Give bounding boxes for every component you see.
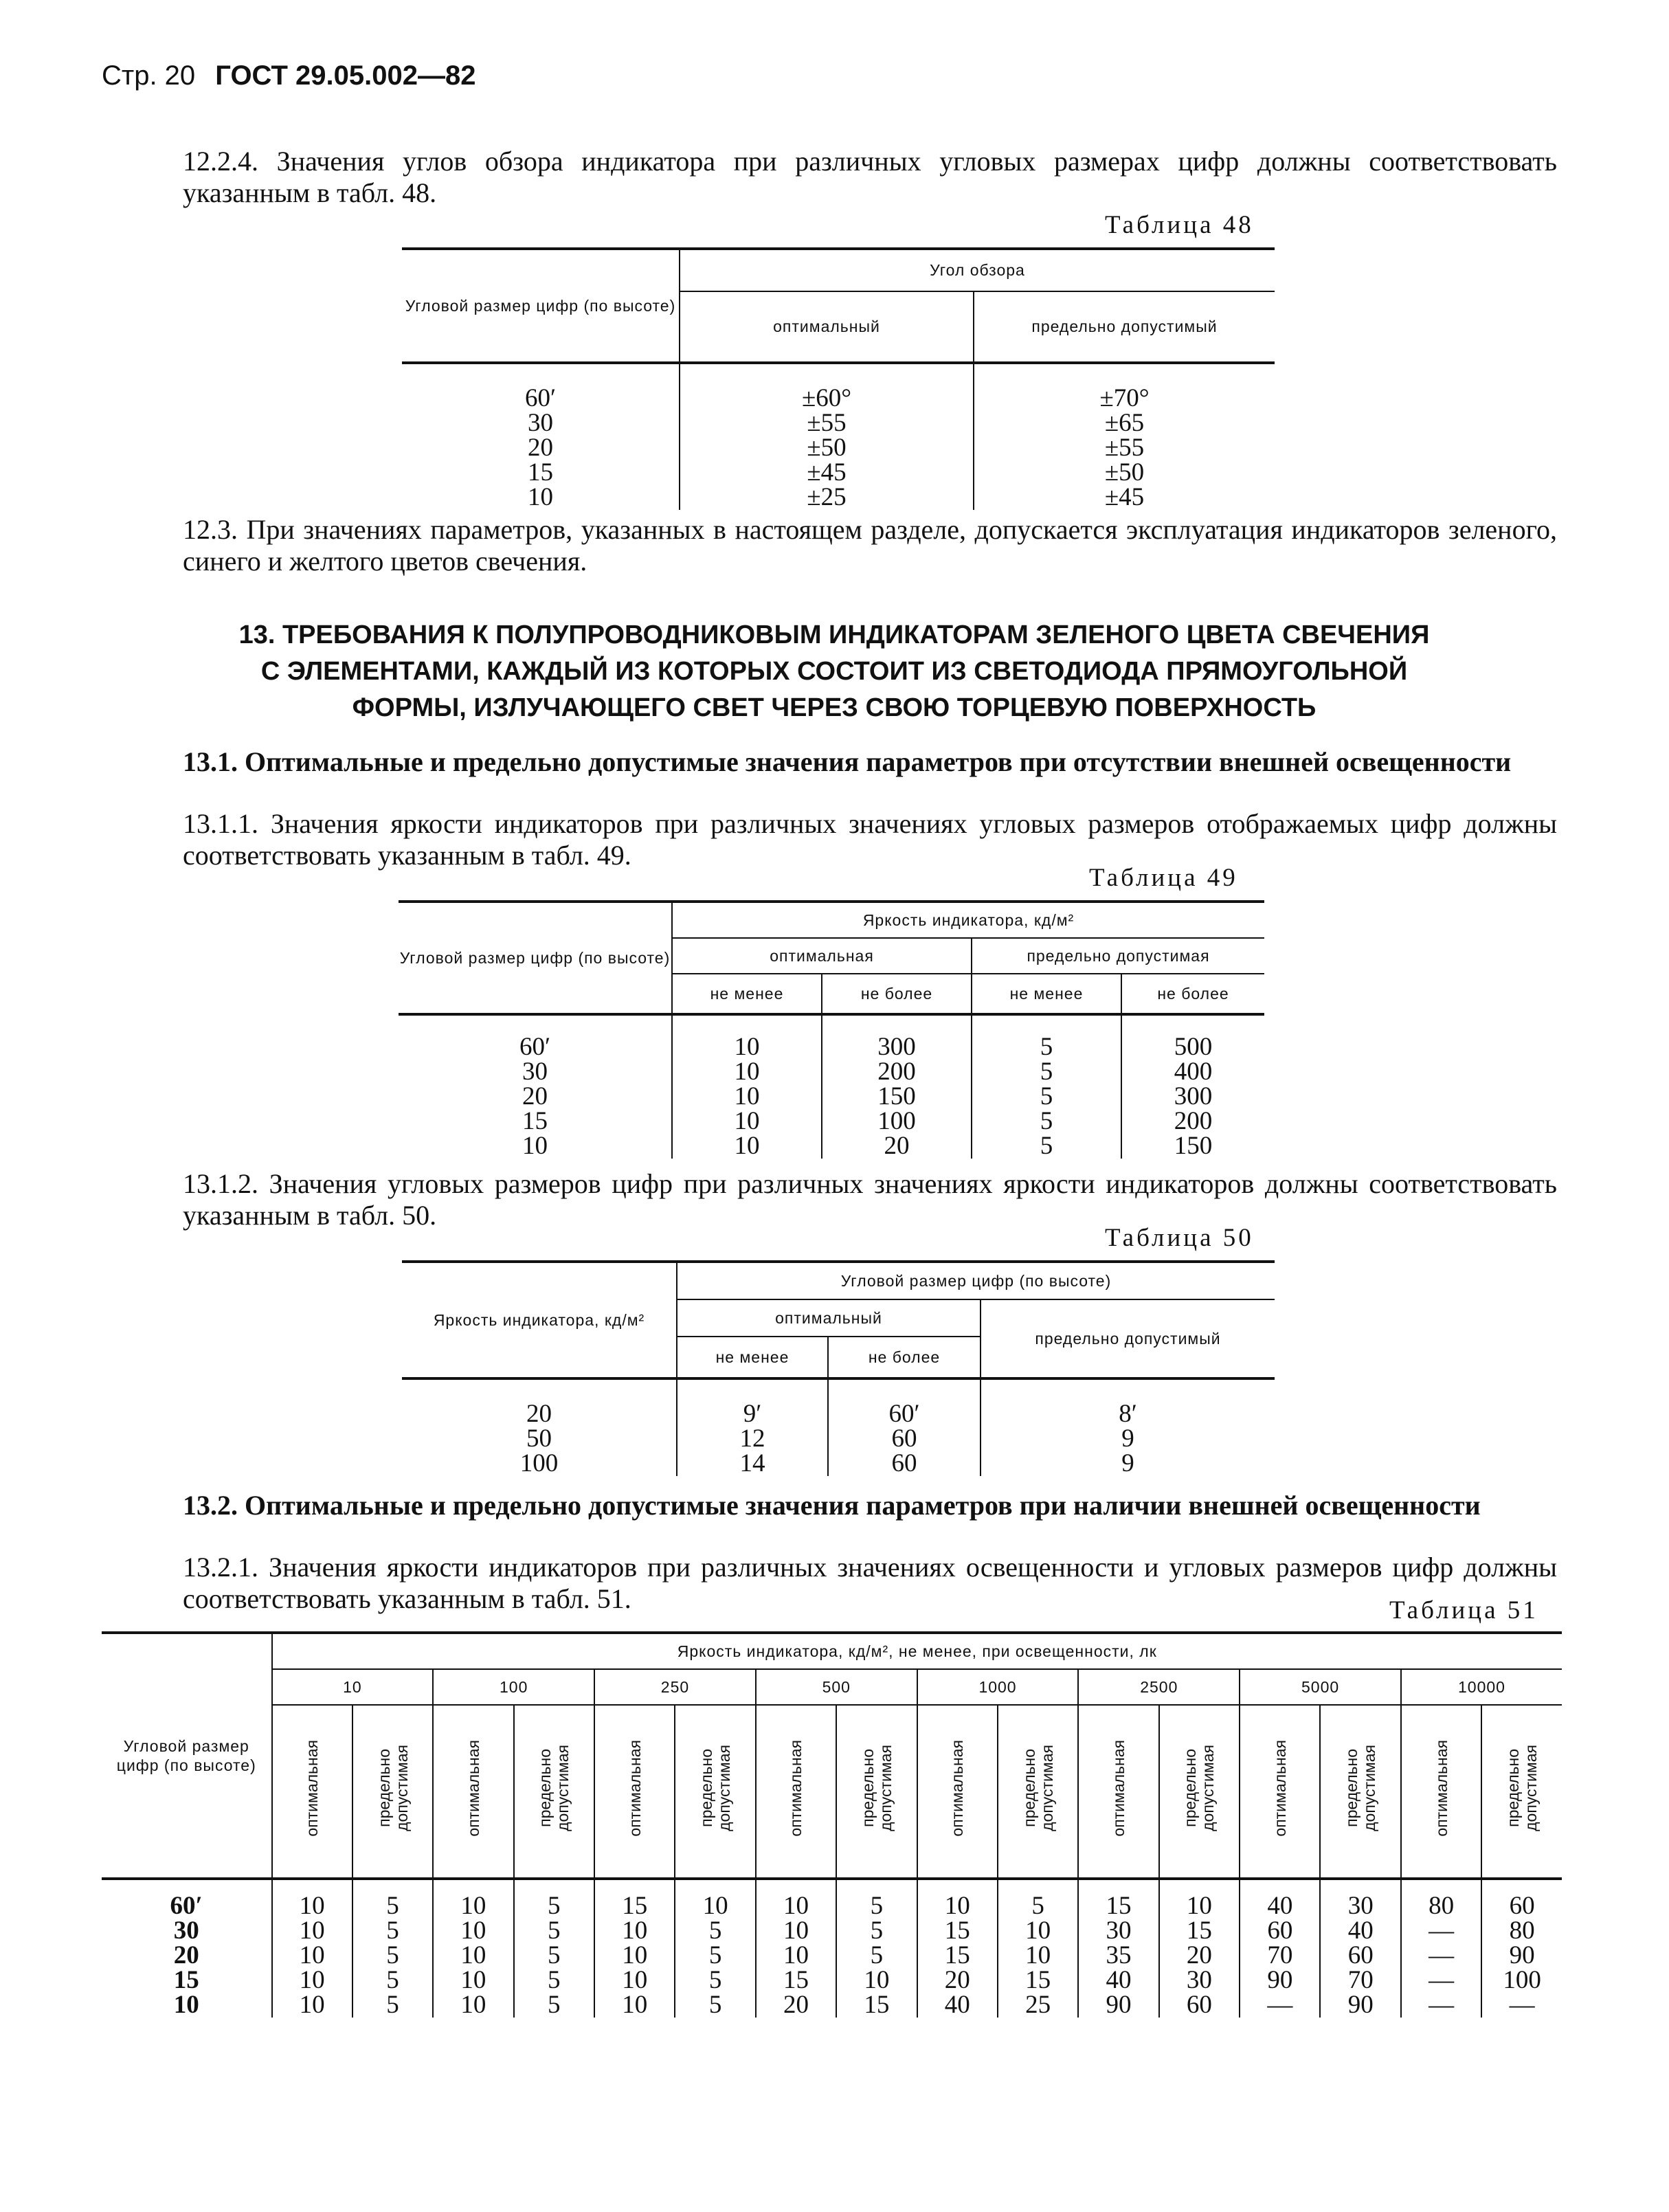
table-51-limit-label: предельно допустимая <box>697 1745 734 1831</box>
table-49-opt-min-column: 10 10 10 10 10 <box>672 1014 822 1159</box>
table-50 <box>402 1260 1275 1476</box>
table-49-lim-min-header: не менее <box>972 974 1121 1014</box>
table-51 <box>102 1631 1562 2018</box>
table-49-lim-min-column: 5 5 5 5 5 <box>972 1014 1121 1159</box>
table-51-limit-header <box>675 1705 756 1879</box>
table-51-limit-header <box>1159 1705 1240 1879</box>
table-51-value-column: 80 — — — — <box>1401 1879 1481 2018</box>
table-50-limit-column: 8′ 9 9 <box>981 1378 1275 1476</box>
table-51-value-column: 10 5 5 5 5 <box>675 1879 756 2018</box>
table-51-value-column: 5 5 5 10 15 <box>836 1879 917 2018</box>
table-51-optimal-label: оптимальная <box>1270 1739 1289 1837</box>
table-48-size-column: 60′ 30 20 15 10 <box>524 384 557 511</box>
table-51-level-header: 1000 <box>917 1669 1079 1705</box>
table-50-opt-max-column: 60′ 60 60 <box>828 1378 981 1476</box>
table-48-col0-header: Угловой размер цифр (по высоте) <box>402 249 680 363</box>
table-51-optimal-header <box>1240 1705 1320 1879</box>
table-51-value-column: 10 15 15 20 40 <box>917 1879 998 2018</box>
table-48-optimal-column: ±60° ±55 ±50 ±45 ±25 <box>680 363 974 510</box>
table-49-group-header: Яркость индикатора, кд/м² <box>672 902 1264 938</box>
table-49-opt-max-column: 300 200 150 100 20 <box>822 1014 972 1159</box>
table-51-value-column: 60 80 90 100 — <box>1481 1879 1562 2018</box>
table-49 <box>399 900 1264 1159</box>
page-number: Стр. 20 <box>102 60 196 91</box>
section-13-heading: 13. ТРЕБОВАНИЯ К ПОЛУПРОВОДНИКОВЫМ ИНДИКАТОРАМ ЗЕЛЕНОГО ЦВЕТА СВЕЧЕНИЯ С ЭЛЕМЕНТАМИ, КАЖДЫЙ ИЗ КОТОРЫХ СОСТОИТ ИЗ СВЕТОДИОДА ПРЯМОУГОЛЬНОЙ ФОРМЫ, ИЗЛУЧАЮЩЕГО СВЕТ ЧЕРЕЗ СВОЮ ТОРЦЕВУЮ ПОВЕРХНОСТЬ <box>238 621 1430 722</box>
table-50-opt-max-header: не более <box>828 1337 981 1378</box>
table-48-limit-column: ±70° ±65 ±55 ±50 ±45 <box>974 363 1275 510</box>
paragraph-13-2-1: 13.2.1. Значения яркости индикаторов при различных значениях освещенности и угловых размеров цифр должны соответствовать указанным в табл. 51. <box>183 1552 1557 1614</box>
table-51-optimal-label: оптимальная <box>948 1739 967 1837</box>
table-49-opt-min-header: не менее <box>672 974 822 1014</box>
table-49-lim-max-header: не более <box>1121 974 1264 1014</box>
table-51-limit-header <box>514 1705 595 1879</box>
table-51-limit-label: предельно допустимая <box>1181 1745 1218 1831</box>
table-51-value-column: 40 60 70 90 — <box>1240 1879 1320 2018</box>
table-51-level-header: 10000 <box>1401 1669 1562 1705</box>
table-50-caption: Таблица 50 <box>1105 1224 1254 1252</box>
paragraph-12-3: 12.3. При значениях параметров, указанных в настоящем разделе, допускается эксплуатация индикаторов зеленого, синего и желтого цветов свечения. <box>183 514 1557 577</box>
table-50-brightness-column: 20 50 100 <box>519 1400 559 1477</box>
table-51-level-header: 100 <box>433 1669 594 1705</box>
table-51-value-column: 10 10 10 15 20 <box>756 1879 836 2018</box>
table-49-optimal-header: оптимальная <box>672 938 972 974</box>
table-48-optimal-header: оптимальный <box>680 291 974 363</box>
table-51-size-column: 60′ 30 20 15 10 <box>170 1892 203 2019</box>
table-49-size-column: 60′ 30 20 15 10 <box>519 1033 551 1160</box>
table-51-optimal-label: оптимальная <box>1110 1739 1128 1837</box>
table-51-limit-label: предельно допустимая <box>1020 1745 1056 1831</box>
paragraph-13-1: 13.1. Оптимальные и предельно допустимые значения параметров при отсутствии внешней освещенности <box>183 746 1512 777</box>
table-50-group-header: Угловой размер цифр (по высоте) <box>677 1262 1275 1299</box>
table-51-optimal-label: оптимальная <box>303 1739 322 1837</box>
table-51-limit-header <box>1481 1705 1562 1879</box>
table-51-limit-header <box>352 1705 434 1879</box>
table-49-caption: Таблица 49 <box>1089 864 1238 892</box>
table-51-optimal-label: оптимальная <box>464 1739 482 1837</box>
table-51-limit-header <box>998 1705 1079 1879</box>
paragraph-13-1-2: 13.1.2. Значения угловых размеров цифр при различных значениях яркости индикаторов должны соответствовать указанным в табл. 50. <box>183 1168 1557 1231</box>
table-50-optimal-header: оптимальный <box>677 1299 981 1337</box>
table-51-group-header: Яркость индикатора, кд/м², не менее, при освещенности, лк <box>272 1633 1562 1669</box>
table-51-level-header: 10 <box>272 1669 434 1705</box>
table-51-optimal-header <box>272 1705 352 1879</box>
table-51-limit-header <box>1320 1705 1401 1879</box>
table-51-optimal-header <box>1078 1705 1158 1879</box>
table-48 <box>402 247 1275 510</box>
table-50-opt-min-column: 9′ 12 14 <box>677 1378 828 1476</box>
page-header <box>102 60 475 91</box>
table-51-optimal-header <box>594 1705 675 1879</box>
paragraph-13-1-1: 13.1.1. Значения яркости индикаторов при различных значениях угловых размеров отображаемых цифр должны соответствовать указанным в табл. 49. <box>183 808 1557 871</box>
table-51-optimal-label: оптимальная <box>625 1739 644 1837</box>
table-51-optimal-header <box>756 1705 836 1879</box>
table-48-group-header: Угол обзора <box>680 249 1275 291</box>
table-51-value-column: 30 40 60 70 90 <box>1320 1879 1401 2018</box>
table-51-level-header: 5000 <box>1240 1669 1401 1705</box>
table-51-optimal-label: оптимальная <box>1432 1739 1450 1837</box>
table-51-optimal-header <box>1401 1705 1481 1879</box>
standard-number: ГОСТ 29.05.002—82 <box>215 60 476 91</box>
table-48-limit-header: предельно допустимый <box>974 291 1275 363</box>
table-49-limit-header: предельно допустимая <box>972 938 1264 974</box>
table-51-level-header: 250 <box>594 1669 756 1705</box>
table-51-value-column: 5 10 10 15 25 <box>998 1879 1079 2018</box>
table-49-lim-max-column: 500 400 300 200 150 <box>1121 1014 1264 1159</box>
paragraph-13-2: 13.2. Оптимальные и предельно допустимые значения параметров при наличии внешней освещенности <box>183 1490 1481 1521</box>
table-50-col0-header: Яркость индикатора, кд/м² <box>402 1262 677 1378</box>
table-51-value-column: 5 5 5 5 5 <box>514 1879 595 2018</box>
table-51-value-column: 10 15 20 30 60 <box>1159 1879 1240 2018</box>
table-51-value-column: 10 10 10 10 10 <box>272 1879 352 2018</box>
table-49-opt-max-header: не более <box>822 974 972 1014</box>
paragraph-12-2-4: 12.2.4. Значения углов обзора индикатора при различных угловых размерах цифр должны соответствовать указанным в табл. 48. <box>183 146 1557 208</box>
table-51-value-column: 15 30 35 40 90 <box>1078 1879 1158 2018</box>
table-51-limit-label: предельно допустимая <box>374 1745 411 1831</box>
table-51-limit-label: предельно допустимая <box>1504 1745 1541 1831</box>
table-50-limit-header: предельно допустимый <box>981 1299 1275 1378</box>
table-48-caption: Таблица 48 <box>1105 211 1254 239</box>
table-51-limit-label: предельно допустимая <box>858 1745 895 1831</box>
table-50-opt-min-header: не менее <box>677 1337 828 1378</box>
table-51-optimal-header <box>917 1705 998 1879</box>
table-51-optimal-header <box>433 1705 513 1879</box>
table-51-limit-label: предельно допустимая <box>536 1745 572 1831</box>
table-51-optimal-label: оптимальная <box>787 1739 805 1837</box>
table-51-value-column: 15 10 10 10 10 <box>594 1879 675 2018</box>
table-49-col0-header: Угловой размер цифр (по высоте) <box>399 902 672 1014</box>
table-51-level-header: 500 <box>756 1669 917 1705</box>
table-51-limit-header <box>836 1705 917 1879</box>
table-51-limit-label: предельно допустимая <box>1343 1745 1379 1831</box>
table-51-level-header: 2500 <box>1078 1669 1240 1705</box>
table-51-col0-header: Угловой размер цифр (по высоте) <box>102 1633 272 1879</box>
table-51-value-column: 10 10 10 10 10 <box>433 1879 513 2018</box>
table-51-value-column: 5 5 5 5 5 <box>352 1879 434 2018</box>
table-51-caption: Таблица 51 <box>1389 1596 1538 1624</box>
